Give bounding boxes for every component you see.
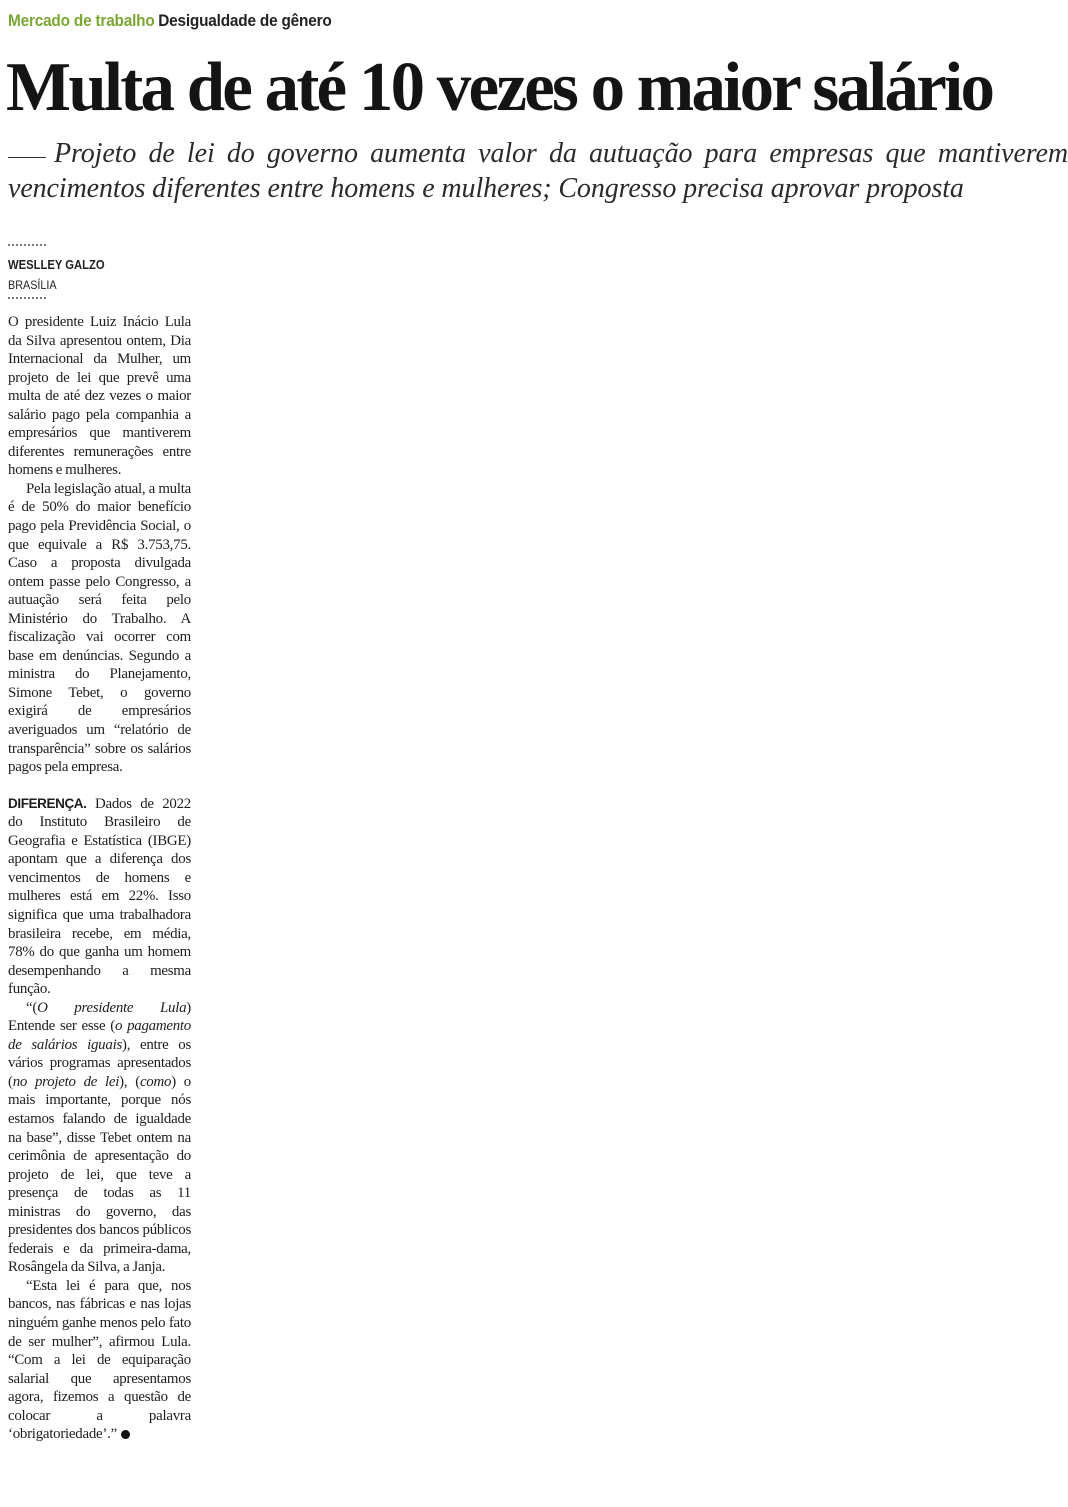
blank-image-area bbox=[210, 232, 1066, 1504]
byline-bottom-divider bbox=[8, 297, 46, 299]
end-of-article-icon bbox=[121, 1430, 130, 1439]
subhead-text: Projeto de lei do governo aumenta valor da autuação para empresas que mantiverem vencimentos diferentes entre homens e mulheres; Congresso precisa aprovar proposta bbox=[8, 138, 1068, 204]
quote-segment: ) Entende ser esse ( bbox=[8, 999, 191, 1035]
quote-insert: O presidente Lula bbox=[37, 999, 187, 1016]
paragraph-5-text: “Esta lei é para que, nos bancos, nas fábricas e nas lojas ninguém ganhe menos pelo fato de ser mulher”, afirmou Lula. “Com a lei de equiparação salarial que apresentamos agora, fizemos a questão de colocar a palavra ‘obrigatoriedade’.” bbox=[8, 1277, 191, 1443]
headline: Multa de até 10 vezes o maior salário bbox=[6, 49, 993, 126]
quote-insert: o pagamento de salários iguais bbox=[8, 1018, 191, 1053]
quote-insert: como bbox=[139, 1073, 172, 1090]
paragraph-4 bbox=[8, 999, 191, 1277]
paragraph-3-text: Dados de 2022 do Instituto Brasileiro de Geografia e Estatística (IBGE) apontam que a diferença dos vencimentos de homens e mulheres está em 22%. Isso significa que uma trabalhadora brasileira recebe, em média, 78% do que ganha um homem desempenhando a mesma função. bbox=[8, 795, 191, 998]
section-label: Mercado de trabalho bbox=[8, 12, 155, 30]
article-body bbox=[8, 313, 191, 1444]
topic-label: Desigualdade de gênero bbox=[158, 12, 332, 30]
byline-top-divider bbox=[8, 244, 46, 246]
byline-author: WESLLEY GALZO bbox=[8, 258, 105, 272]
quote-segment: ), entre os vários programas apresentados ( bbox=[8, 1036, 191, 1090]
quote-segment: ) o mais importante, porque nós estamos falando de igualdade na base”, disse Tebet ontem na cerimônia de apresentação do projeto de lei, que teve a presença de todas as 11 ministras do governo, das presidentes dos bancos públicos federais e da primeira-dama, Rosângela da Silva, a Janja. bbox=[8, 1073, 191, 1276]
byline-place: BRASÍLIA bbox=[8, 278, 57, 292]
kicker bbox=[8, 12, 332, 31]
paragraph-1: O presidente Luiz Inácio Lula da Silva apresentou ontem, Dia Internacional da Mulher, um projeto de lei que prevê uma multa de até dez vezes o maior salário pago pela companhia a empresários que mantiverem diferentes remunerações entre homens e mulheres. bbox=[8, 314, 191, 479]
quote-segment: ), ( bbox=[119, 1073, 140, 1090]
paragraph-3 bbox=[8, 795, 191, 999]
subhead-rule bbox=[8, 157, 46, 159]
quote-segment: “( bbox=[26, 999, 38, 1016]
paragraph-2: Pela legislação atual, a multa é de 50% do maior benefício pago pela Previdência Social, o que equivale a R$ 3.753,75. Caso a proposta divulgada ontem passe pelo Congresso, a autuação será feita pelo Ministério do Trabalho. A fiscalização vai ocorrer com base em denúncias. Segundo a ministra do Planejamento, Simone Tebet, o governo exigirá de empresários averiguados um “relatório de transparência” sobre os salários pagos pela empresa. bbox=[8, 480, 191, 776]
paragraph-5 bbox=[8, 1277, 191, 1444]
subheading-diferenca: DIFERENÇA. bbox=[8, 795, 87, 811]
quote-insert: no projeto de lei bbox=[12, 1073, 120, 1090]
subhead bbox=[8, 136, 1068, 206]
